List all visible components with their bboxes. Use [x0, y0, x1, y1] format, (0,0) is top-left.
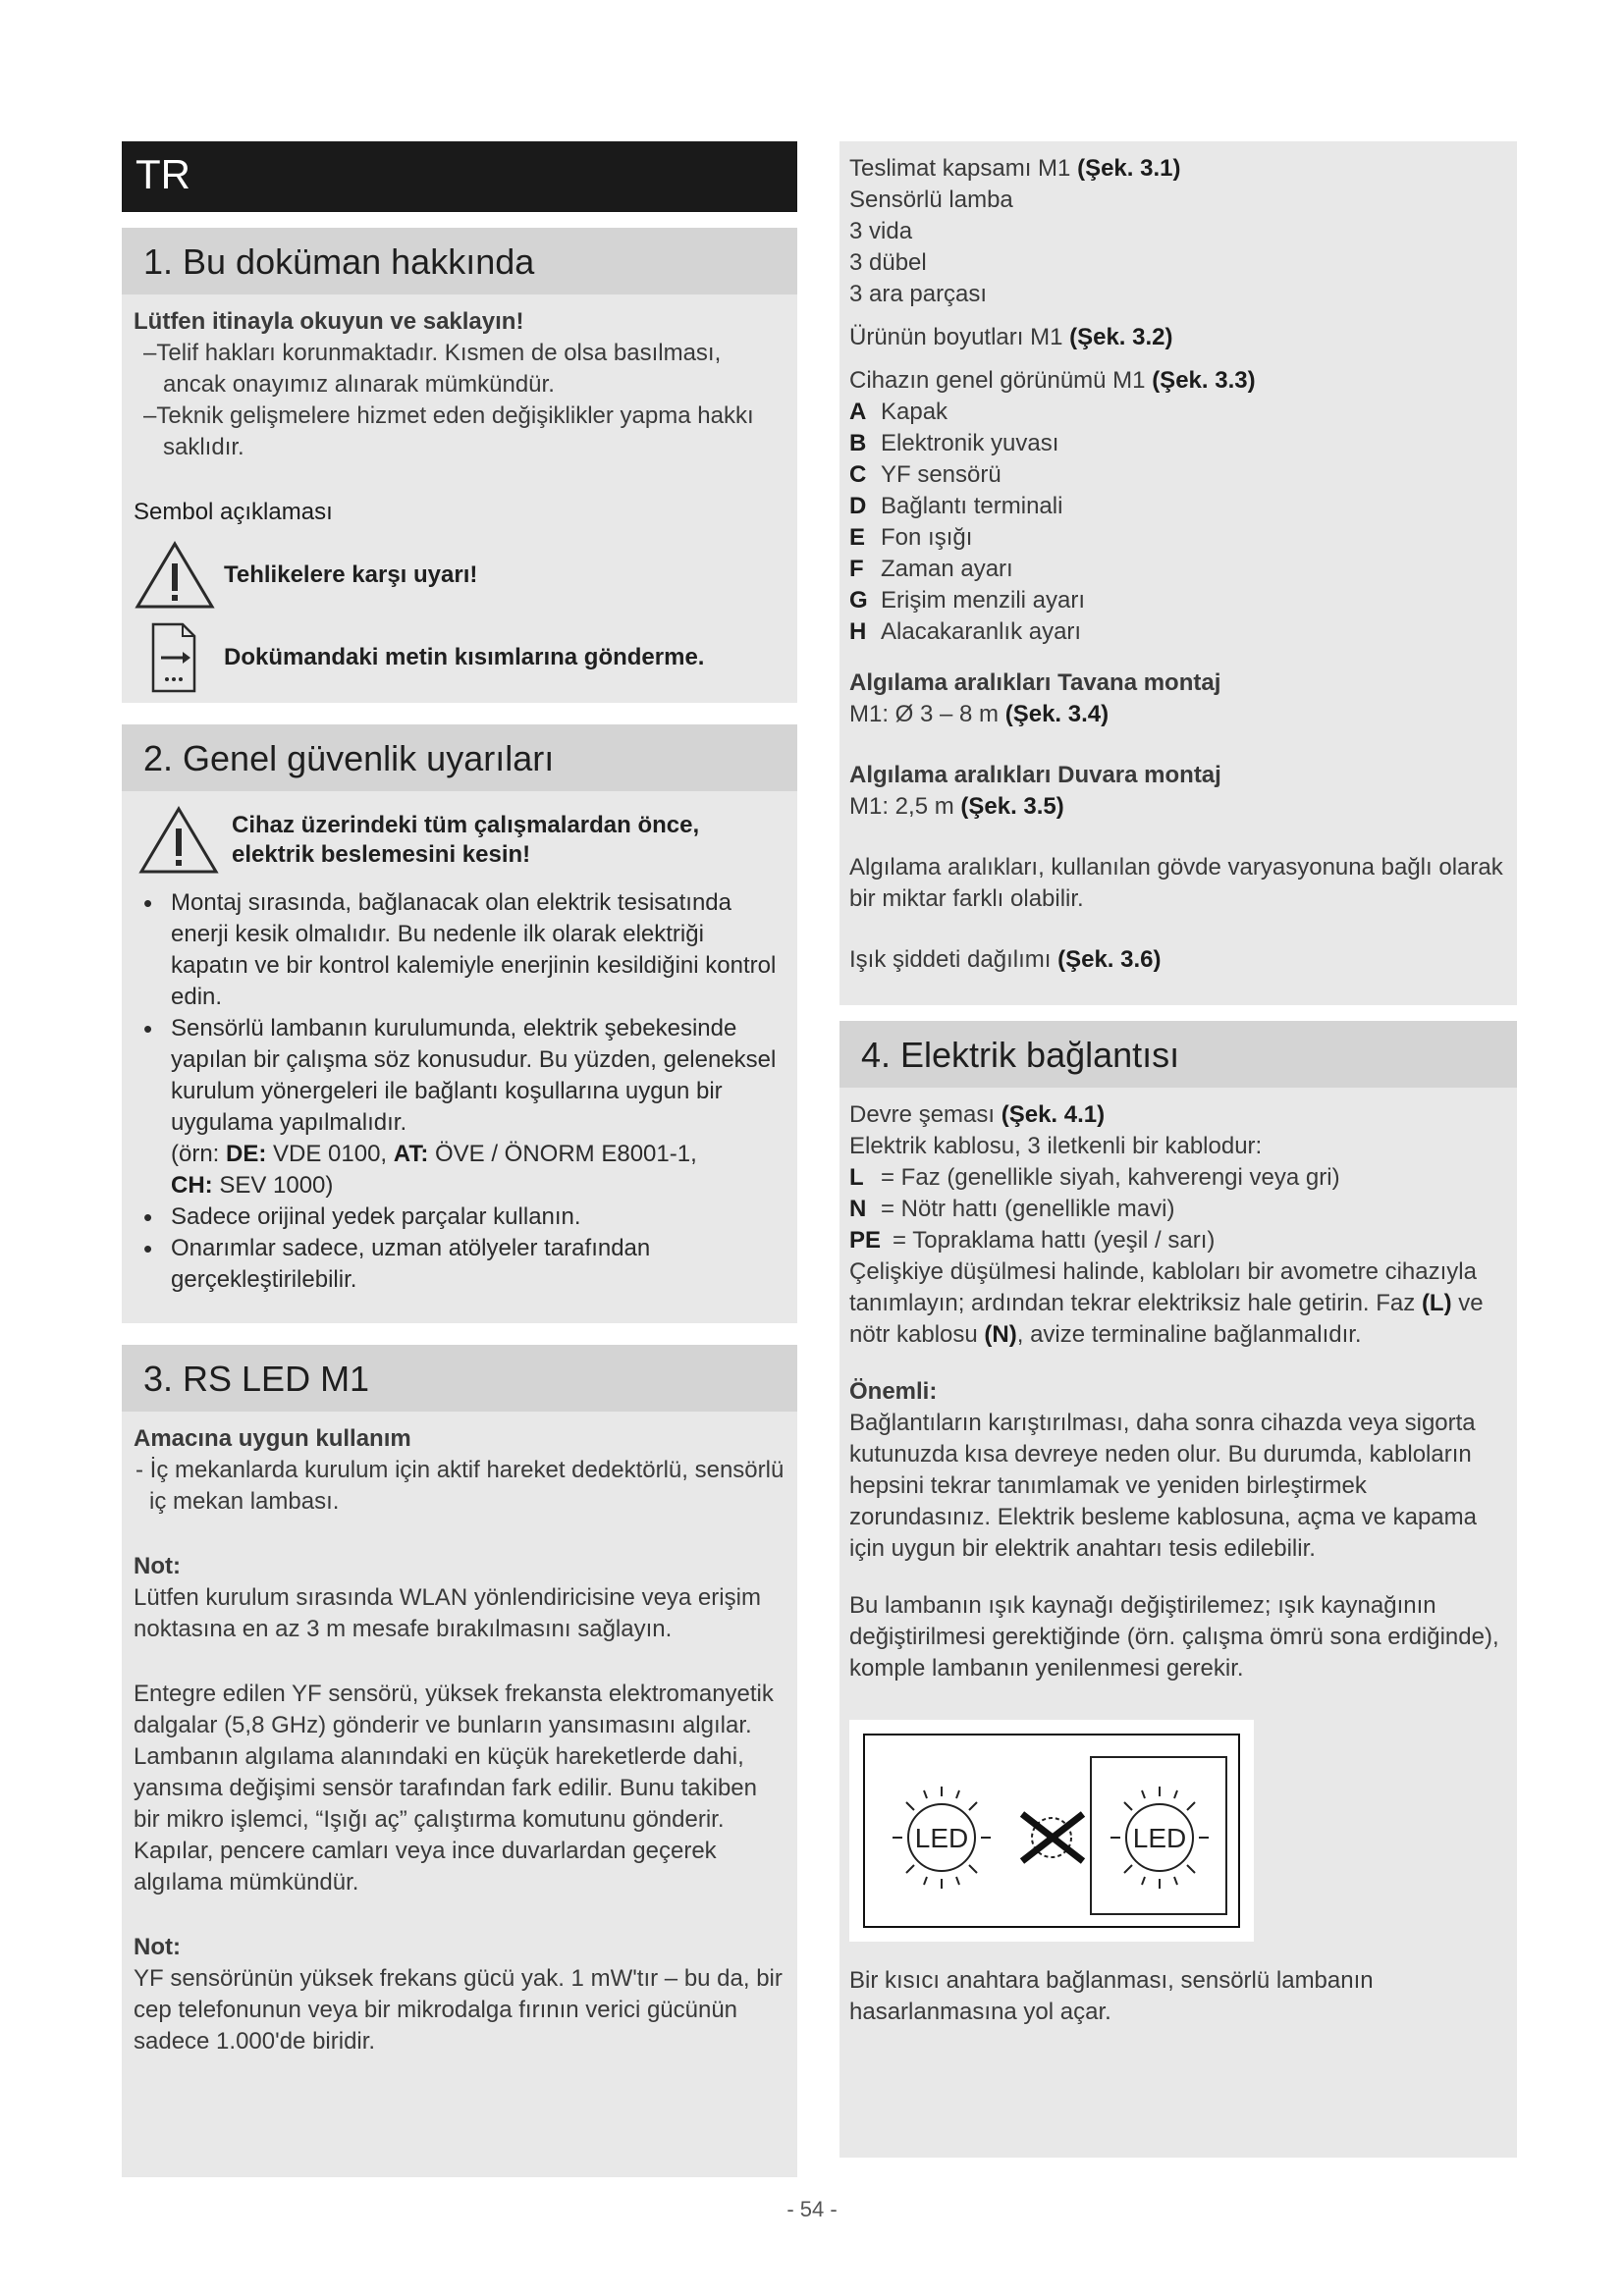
- section-title: 3. RS LED M1: [122, 1345, 797, 1412]
- safety-warning-row: [134, 803, 785, 878]
- list-item: • Onarımlar sadece, uzman atölyeler tarafından gerçekleştirilebilir.: [134, 1233, 785, 1296]
- phase-ref: (L): [1421, 1290, 1452, 1316]
- part-label: Erişim menzili ayarı: [881, 587, 1086, 614]
- wire-key: N: [849, 1196, 867, 1222]
- symbol-heading: Sembol açıklaması: [134, 499, 333, 525]
- scope-item: 3 vida: [849, 218, 913, 244]
- part-row: [849, 554, 1507, 585]
- section-title: 2. Genel güvenlik uyarıları: [122, 724, 797, 791]
- wire-key: L: [849, 1164, 864, 1191]
- section-general-safety: [122, 724, 797, 1323]
- part-row: [849, 397, 1507, 428]
- wire-label: = Topraklama hattı (yeşil / sarı): [893, 1227, 1216, 1254]
- ceiling-range-value: M1: Ø 3 – 8 m: [849, 701, 1005, 727]
- part-label: Fon ışığı: [881, 524, 973, 551]
- wire-row: [849, 1162, 1507, 1194]
- language-code: TR: [135, 151, 190, 197]
- symbol-reference-row: [134, 620, 785, 695]
- standard-de: VDE 0100,: [266, 1141, 394, 1167]
- light-distribution-label: Işık şiddeti dağılımı: [849, 946, 1058, 973]
- country-de: DE:: [226, 1141, 267, 1167]
- part-label: Kapak: [881, 399, 948, 425]
- scope-figure-ref: (Şek. 3.1): [1077, 155, 1181, 182]
- important-heading: Önemli:: [849, 1378, 938, 1405]
- scope-item: Sensörlü lamba: [849, 187, 1013, 213]
- overview-label: Cihazın genel görünümü M1: [849, 367, 1153, 394]
- part-label: Elektronik yuvası: [881, 430, 1059, 456]
- wall-range-heading: Algılama aralıkları Duvara montaj: [849, 762, 1221, 788]
- section-body: [839, 1088, 1517, 2046]
- changes-note: –Teknik gelişmelere hizmet eden değişiklikler yapma hakkı saklıdır.: [143, 402, 754, 460]
- scope-item: 3 dübel: [849, 249, 927, 276]
- confusion-text-part: Çelişkiye düşülmesi halinde, kabloları bir avometre cihazıyla tanımlayın; ardından tekrar elektriksiz hale getirin. Faz: [849, 1258, 1477, 1316]
- part-label: YF sensörü: [881, 461, 1001, 488]
- dimmer-knob-icon: [1022, 1814, 1083, 1861]
- part-key: G: [849, 587, 868, 614]
- part-key: B: [849, 430, 867, 456]
- confusion-text-part: ve nötr kablosu: [849, 1290, 1484, 1348]
- scope-label: Teslimat kapsamı M1: [849, 155, 1078, 182]
- section-title: 1. Bu doküman hakkında: [122, 228, 797, 294]
- section-electrical-connection: [839, 1021, 1517, 2158]
- sensor-description: Entegre edilen YF sensörü, yüksek frekansta elektromanyetik dalgalar (5,8 GHz) gönderir ve bunların yansımasını algılar. Lambanın algılama alanındaki en küçük hareketlerde dahi, yansıma değişimi sensör tarafından fark edilir. Bunu takiben bir mikro işlemci, “Işığı aç” çalıştırma komutunu gönderir. Kapılar, pencere camları veya ince duvarlardan geçerek algılama mümkündür.: [134, 1681, 774, 1896]
- light-distribution-figure-ref: (Şek. 3.6): [1057, 946, 1162, 973]
- wire-row: [849, 1225, 1507, 1256]
- circuit-figure-ref: (Şek. 4.1): [1001, 1101, 1106, 1128]
- copyright-note: –Telif hakları korunmaktadır. Kısmen de olsa basılması, ancak onayımız alınarak mümkündür.: [143, 340, 722, 398]
- section-title: 4. Elektrik bağlantısı: [839, 1021, 1517, 1088]
- neutral-ref: (N): [984, 1321, 1017, 1348]
- part-label: Alacakaranlık ayarı: [881, 618, 1082, 645]
- section-body: [122, 1412, 797, 2075]
- intro-text: Lütfen itinayla okuyun ve saklayın!: [134, 308, 524, 335]
- section-about-document: [122, 228, 797, 703]
- symbol-warning-label: Tehlikelere karşı uyarı!: [224, 561, 478, 588]
- warning-triangle-icon: [134, 538, 224, 613]
- important-text: Bağlantıların karıştırılması, daha sonra cihazda veya sigorta kutunuzda kısa devreye neden olur. Bu durumda, kabloların hepsini tekrar tanımlamak ve yeniden birleştirmek zorundasınız. Elektrik besleme kablosuna, açma ve kapama için uygun bir elektrik anahtarı tesis edilebilir.: [849, 1410, 1477, 1562]
- ceiling-range-heading: Algılama aralıkları Tavana montaj: [849, 669, 1221, 696]
- part-key: A: [849, 399, 867, 425]
- section-product: [122, 1345, 797, 2177]
- part-label: Zaman ayarı: [881, 556, 1013, 582]
- confusion-text-part: , avize terminaline bağlanmalıdır.: [1016, 1321, 1362, 1348]
- dimensions-figure-ref: (Şek. 3.2): [1069, 324, 1173, 350]
- figure-frame: [863, 1734, 1240, 1928]
- section-body: [122, 791, 797, 1313]
- wire-label: = Nötr hattı (genellikle mavi): [881, 1196, 1175, 1222]
- part-key: C: [849, 461, 867, 488]
- standard-at: ÖVE / ÖNORM E8001-1,: [428, 1141, 697, 1167]
- part-row: [849, 585, 1507, 616]
- intended-use-text: - İç mekanlarda kurulum için aktif hareket dedektörlü, sensörlü iç mekan lambası.: [135, 1457, 785, 1515]
- part-row: [849, 459, 1507, 491]
- standard-ch: SEV 1000): [212, 1172, 334, 1199]
- part-key: D: [849, 493, 867, 519]
- wall-range-value: M1: 2,5 m: [849, 793, 961, 820]
- country-ch: CH:: [171, 1172, 213, 1199]
- dimmer-warning-text: Bir kısıcı anahtara bağlanması, sensörlü lambanın hasarlanmasına yol açar.: [849, 1967, 1374, 2025]
- right-column: [839, 141, 1517, 2158]
- hf-power-note-text: YF sensörünün yüksek frekans gücü yak. 1 mW'tır – bu da, bir cep telefonunun veya bir mikrodalga fırının verici gücünün sadece 1.000'de biridir.: [134, 1965, 783, 2055]
- part-key: E: [849, 524, 866, 551]
- part-row: [849, 522, 1507, 554]
- safety-list: [134, 887, 785, 1296]
- ceiling-figure-ref: (Şek. 3.4): [1004, 701, 1110, 727]
- wire-key: PE: [849, 1227, 882, 1254]
- symbol-warning-row: [134, 538, 785, 613]
- left-column: [122, 228, 797, 2199]
- light-source-text: Bu lambanın ışık kaynağı değiştirilemez; ışık kaynağının değiştirilmesi gerektiğinde (örn. çalışma ömrü sona erdiğinde), komple lambanın yenilenmesi gerekir.: [849, 1592, 1499, 1682]
- wall-figure-ref: (Şek. 3.5): [960, 793, 1064, 820]
- led-label-right: LED: [1132, 1823, 1187, 1853]
- wire-confusion-text: [849, 1256, 1507, 1351]
- scope-item: 3 ara parçası: [849, 281, 988, 307]
- symbol-reference-label: Dokümandaki metin kısımlarına gönderme.: [224, 644, 705, 670]
- safety-warning-text: Cihaz üzerindeki tüm çalışmalardan önce, elektrik beslemesini kesin!: [232, 812, 700, 868]
- language-bar: [122, 141, 797, 212]
- led-dimmer-diagram: [865, 1735, 1238, 1926]
- part-key: H: [849, 618, 867, 645]
- wlan-note-text: Lütfen kurulum sırasında WLAN yönlendiricisine veya erişim noktasına en az 3 m mesafe bırakılmasını sağlayın.: [134, 1584, 761, 1642]
- cable-description: Elektrik kablosu, 3 iletkenli bir kablodur:: [849, 1133, 1263, 1159]
- country-at: AT:: [393, 1141, 429, 1167]
- intended-use-heading: Amacına uygun kullanım: [134, 1425, 411, 1452]
- part-row: [849, 491, 1507, 522]
- overview-figure-ref: (Şek. 3.3): [1152, 367, 1256, 394]
- section-body: [122, 294, 797, 713]
- led-label-left: LED: [914, 1823, 969, 1853]
- example-prefix: (örn:: [171, 1141, 227, 1167]
- part-label: Bağlantı terminali: [881, 493, 1063, 519]
- part-row: [849, 428, 1507, 459]
- installation-text: Sensörlü lambanın kurulumunda, elektrik şebekesinde yapılan bir çalışma söz konusudur. Bu yüzden, geleneksel kurulum yönergeleri ile bağlantı koşullarına uygun bir uygulama yapılmalıdır.: [171, 1015, 777, 1136]
- note-heading: Not:: [134, 1553, 181, 1579]
- page-number: - 54 -: [786, 2197, 838, 2221]
- product-details-block: [839, 141, 1517, 1005]
- document-reference-icon: [134, 620, 224, 695]
- part-row: [849, 616, 1507, 648]
- dimensions-label: Ürünün boyutları M1: [849, 324, 1070, 350]
- list-item: [134, 1013, 785, 1201]
- circuit-label: Devre şeması: [849, 1101, 1001, 1128]
- list-item: • Sadece orijinal yedek parçalar kullanın.: [134, 1201, 785, 1233]
- wire-label: = Faz (genellikle siyah, kahverengi veya gri): [881, 1164, 1340, 1191]
- note-heading: Not:: [134, 1934, 181, 1960]
- no-dimmer-figure: [849, 1720, 1254, 1942]
- part-key: F: [849, 556, 864, 582]
- range-variance-note: Algılama aralıkları, kullanılan gövde varyasyonuna bağlı olarak bir miktar farklı olabilir.: [849, 854, 1503, 912]
- wire-row: [849, 1194, 1507, 1225]
- warning-triangle-icon: [134, 803, 232, 878]
- list-item: • Montaj sırasında, bağlanacak olan elektrik tesisatında enerji kesik olmalıdır. Bu nedenle ilk olarak elektriği kapatın ve bir kontrol kalemiyle enerjinin kesildiğini kontrol edin.: [134, 887, 785, 1013]
